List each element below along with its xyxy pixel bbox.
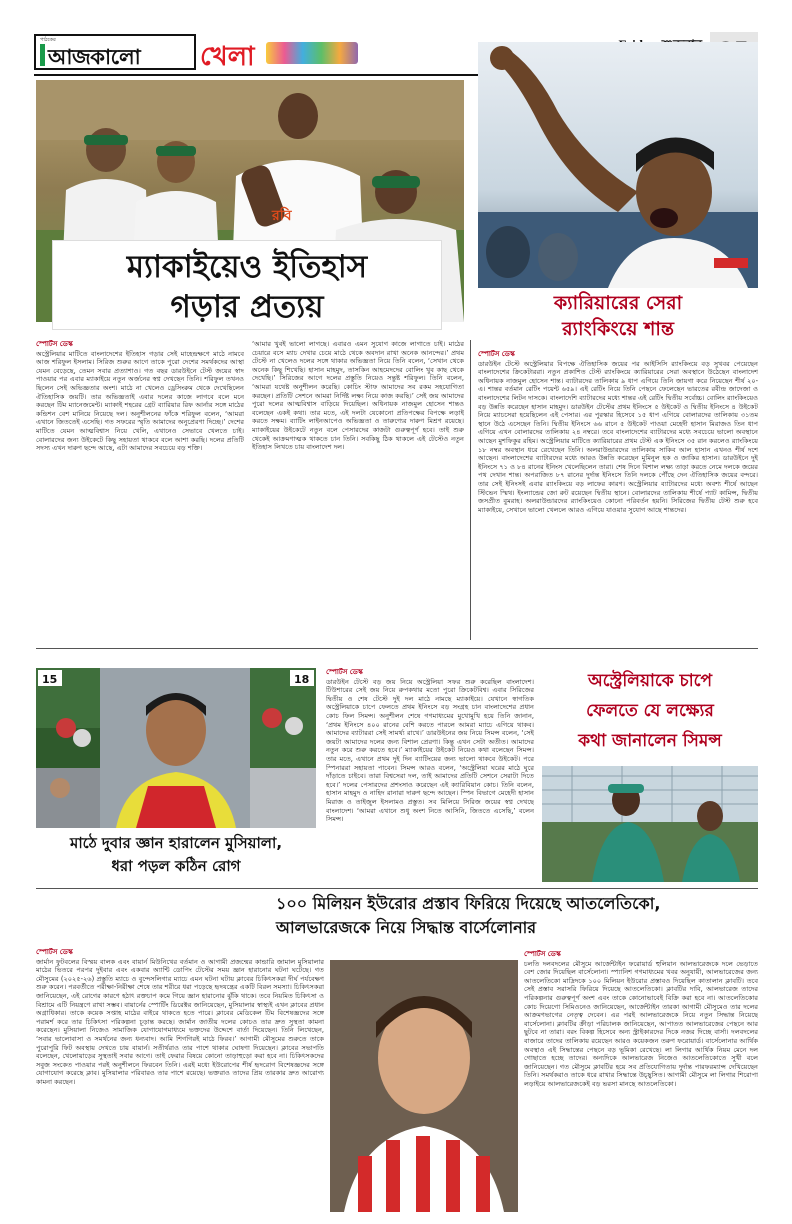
jersey-sponsor-text: রবি [272, 208, 292, 224]
story1-body-col1: অস্ট্রেলিয়ার মাটিতে বাংলাদেশের ইতিহাস গড়ার সেই মাহেন্দ্রক্ষণে মাঠে নামবে আজ শরিফুল ইসলাম। সিরিজ শুরুর আগে তাকে পুরো দেশের সমর্থকদের আস্থা যেমন বেড়েছে, তেমন সবার প্রত্যাশাও। গত বছর ডারউইনে টেস্ট জয়ের স্বাদ পাওয়ার পর এবার ম্যাকাইয়ে নতুন অর্জনের স্বপ্ন দেখছেন তিনি। শরিফুল তখনও ছিলেন সেই অভিজ্ঞতার অংশ। মাঠে না খেলেও ড্রেসিংরুম থেকে দেখেছিলেন ঐতিহাসিক জয়টি। তার অভিজ্ঞতাই এবার দলের কাজে লাগবে বলে মনে করছেন টিম ম্যানেজমেন্ট। ম্যাকাই শহরের গ্রেট ব্যারিয়ার রিফ আর্নার সঙ্গে মাঠের কন্ডিশন বেশ মানিয়ে নিয়েছে দল। অনুশীলনের ফাঁকে শরিফুল বলেন, ‘আমরা এখানে জিততেই এসেছি। গত সফরের স্মৃতি আমাদের অনুপ্রেরণা দিচ্ছে।’ দেশের মাটিতে যেমন আত্মবিশ্বাস নিয়ে খেলি, এখানেও সেভাবে খেলতে চাই। বোলারদের জন্য উইকেটে কিছু সহায়তা থাকবে বলে আশা করছি। দলের প্রতিটি সদস্য এখন দারুণ ছন্দে আছে, এটা আমাদের সবচেয়ে বড় শক্তি। [36, 349, 244, 453]
story5-body-text: চলতি দলবদলের মৌসুমে আর্জেন্টাইন ফরোয়ার্ড হুলিয়ান আলভারেজকে দলে ভেড়াতে বেশ জোর দিয়েছিল বার্সেলোনা। স্প্যানিশ গণমাধ্যমের খবর অনুযায়ী, আলভারেজের জন্য আতলেতিকো মাদ্রিদকে ১০০ মিলিয়ন ইউরোর প্রস্তাবও দিয়েছিল কাতালান ক্লাবটি। তবে সেই প্রস্তাব সরাসরি ফিরিয়ে দিয়েছে আতলেতিকো। ক্লাবটির দাবি, আলভারেজ তাদের পরিকল্পনার গুরুত্বপূর্ণ অংশ এবং তাকে কোনোভাবেই বিক্রি করা হবে না। আতলেতিকোর কোচ দিয়েগো সিমিওনেও জানিয়েছেন, আর্জেন্টাইন তারকা আগামী মৌসুমেও তার দলের আক্রমণভাগের নেতৃত্ব দেবেন। এর পরই আলভারেজকে নিয়ে নতুন সিদ্ধান্ত নিয়েছে বার্সেলোনা। ক্লাবটির ক্রীড়া পরিচালক জানিয়েছেন, আপাতত আলভারেজের পেছনে আর ছুটবে না তারা। বরং বিকল্প হিসেবে অন্য স্ট্রাইকারদের দিকে নজর দিচ্ছে বার্সা। দলবদলের বাজারে তাদের তালিকায় রয়েছেন আরও কয়েকজন তরুণ ফরোয়ার্ড। বার্সেলোনার আর্থিক অবস্থাও এই সিদ্ধান্তের পেছনে বড় ভূমিকা রেখেছে। লা লিগার আর্থিক নিয়ম মেনে দল গোছাতে হচ্ছে তাদের। অন্যদিকে আলভারেজ নিজেও আতলেতিকোতে সুখী বলে জানিয়েছেন। গত মৌসুমে ক্লাবটির হয়ে সব প্রতিযোগিতায় দুর্দান্ত পারফরম্যান্স দেখিয়েছেন তিনি। সমর্থকরাও তাকে ধরে রাখার সিদ্ধান্তে উচ্ছ্বসিত। আগামী মৌসুমে লা লিগার শিরোপা লড়াইয়ে আলভারেজকেই বড় ভরসা মানছে আতলেতিকো। [524, 959, 758, 1088]
brand-accent-bar [40, 44, 45, 66]
musiala-illustration [36, 668, 316, 828]
story5-desk-label: স্পোর্টস ডেস্ক [524, 950, 561, 958]
story2-headline-line1: ক্যারিয়ারের সেরা [553, 292, 683, 314]
story5-headline[interactable] [36, 892, 758, 944]
story1-column-1 [36, 340, 244, 640]
section-decoration-icon [266, 42, 358, 64]
story5-headline-line2: আলভারেজকে নিয়ে সিদ্ধান্ত বার্সেলোনার [276, 918, 537, 937]
story2-headline[interactable] [478, 290, 758, 344]
story4-body [326, 668, 534, 882]
story2-desk-label: স্পোর্টস ডেস্ক [478, 350, 515, 358]
brand-tagline: পাঠকের [40, 37, 56, 43]
story1-headline-line1: ম্যাকাইয়েও ইতিহাস [126, 249, 368, 285]
column-divider [470, 340, 471, 640]
section-logo [200, 34, 360, 70]
musiala-photo[interactable] [36, 668, 316, 828]
story4-headline-line2: ফেলতে যে লক্ষ্যের [586, 701, 714, 721]
story3-headline-line1: মাঠে দুবার জ্ঞান হারালেন মুসিয়ালা, [69, 834, 283, 852]
shanto-illustration [478, 42, 758, 288]
story5-headline-line1: ১০০ মিলিয়ন ইউরোর প্রস্তাব ফিরিয়ে দিয়েছে আতলেতিকো, [276, 894, 661, 913]
story1-headline[interactable] [52, 240, 442, 330]
story1-desk-label: স্পোর্টস ডেস্ক [36, 340, 73, 348]
newspaper-logo[interactable] [34, 34, 196, 70]
story5-body [524, 950, 758, 1212]
photo-tag-left: 15 [42, 673, 58, 686]
story2-headline-line2: র‌্যাংকিংয়ে শান্ত [562, 318, 674, 340]
simmons-illustration [542, 766, 758, 882]
story4-headline[interactable] [542, 666, 758, 762]
story3-body [36, 948, 324, 1210]
story4-headline-line1: অস্ট্রেলিয়াকে চাপে [587, 671, 713, 691]
story2-body-text: ডারউইন টেস্টে অস্ট্রেলিয়ার বিপক্ষে ঐতিহাসিক জয়ের পর আইসিসি র‌্যাংকিংয়ে বড় সুখবর পেয়েছেন বাংলাদেশের ক্রিকেটাররা। নতুন প্রকাশিত টেস্ট র‌্যাংকিংয়ে ক্যারিয়ারের সেরা অবস্থানে উঠেছেন বাংলাদেশ অধিনায়ক নাজমুল হোসেন শান্ত। ব্যাটারদের তালিকায় ৯ ধাপ এগিয়ে তিনি জায়গা করে নিয়েছেন শীর্ষ ২০-এ। শান্তর বর্তমান রেটিং পয়েন্ট ৬৫৯। এই রেটিং নিয়ে তিনি পেছনে ফেলেছেন ভারতের রবীন্দ্র জাদেজা ও বাংলাদেশের লিটন দাসকে। বাংলাদেশি ব্যাটারদের মধ্যে শান্তর এই রেটিং দ্বিতীয় সর্বোচ্চ। বোলিং র‌্যাংকিংয়েও বড় উন্নতি করেছেন হাসান মাহমুদ। ডারউইন টেস্টের প্রথম ইনিংসে ৫ উইকেট ও দ্বিতীয় ইনিংসে ৪ উইকেট নিয়ে ম্যাচসেরা হয়েছিলেন এই পেসার। এর পুরস্কার হিসেবে ১৫ ধাপ এগিয়ে বোলারদের তালিকায় ৩১তম স্থানে উঠে এসেছেন তিনি। দ্বিতীয় ইনিংসে ৬৬ রানে ৫ উইকেট পাওয়া মেহেদী হাসান মিরাজও তিন ধাপ এগিয়ে এখন বোলারদের তালিকায় ২৪ নম্বরে। তবে বাংলাদেশের ব্যাটারদের মধ্যে সবচেয়ে ভালো অবস্থানে আছেন মুশফিকুর রহিম। অস্ট্রেলিয়ার মাটিতে ক্যারিয়ারের প্রথম টেস্ট এক ইনিংসে ৩৫ রান করলেও র‌্যাংকিংয়ে ১৮ নম্বর অবস্থান ধরে রেখেছেন তিনি। অলরাউন্ডারদের তালিকায় সাকিব আল হাসান এখনও শীর্ষ দশে আছেন। বাংলাদেশের ব্যাটারদের মধ্যে আরও উন্নতি করেছেন মুমিনুল হক ও জাকির হাসান। ডারউইনে দুই ইনিংসে ৭১ ও ৮৪ রানের ইনিংস খেলেছিলেন তারা। শেষ দিনে বিশাল লক্ষ্য তাড়া করতে নেমে দলকে জয়ের পথ দেখান শান্ত। অপরাজিত ৮৭ রানের দুর্দান্ত ইনিংসে তিনি দলকে পৌঁছে দেন ঐতিহাসিক জয়ের বন্দরে। তার সেই ইনিংসই এবার র‌্যাংকিংয়ে বড় লাফের কারণ। অস্ট্রেলিয়ার ব্যাটারদের মধ্যে অবশ্য শীর্ষে আছেন স্টিভেন স্মিথ। ইংল্যান্ডের জো রুট রয়েছেন দ্বিতীয় স্থানে। বোলারদের তালিকায় শীর্ষে প্যাট কামিন্স, দ্বিতীয় জসপ্রীত বুমরাহ। অলরাউন্ডারদের র‌্যাংকিংয়েও কোনো পরিবর্তন হয়নি। সিরিজের দ্বিতীয় টেস্ট শুরু হবে ম্যাকাইয়ে, সেখানে ভালো খেললে আরও এগিয়ে যাওয়ার সুযোগ আছে শান্তদের। [478, 359, 758, 514]
story1-headline-line2: গড়ার প্রত্যয় [170, 289, 324, 325]
story3-desk-label: স্পোর্টস ডেস্ক [36, 948, 73, 956]
story1-body-col2: ‘আমার খুবই ভালো লাগছে। এবারও এমন সুযোগ কাজে লাগাতে চাই। মাঠের চেয়ারে বসে ম্যাচ দেখার চেয়ে মাঠে থেকে অবদান রাখা অনেক আনন্দের।’ প্রথম টেস্টে না খেলেও দলের সঙ্গে থাকার অভিজ্ঞতা নিয়ে তিনি বলেন, ‘সেখান থেকে অনেক কিছু শিখেছি। হাসান মাহমুদ, তাসকিন আহমেদদের বোলিং খুব কাছ থেকে দেখেছি।’ সিরিজের আগে দলের প্রস্তুতি নিয়েও সন্তুষ্ট শরিফুল। তিনি বলেন, ‘আমরা যথেষ্ট অনুশীলন করেছি। কোচিং স্টাফ আমাদের সব রকম সহযোগিতা করছেন। প্রতিটি সেশনে আমরা নির্দিষ্ট লক্ষ্য নিয়ে কাজ করছি।’ সেই জয় আমাদের পুরো দলের আত্মবিশ্বাস বাড়িয়ে দিয়েছিল। অধিনায়ক নাজমুল হোসেন শান্তও বলেছেন একই কথা। তার মতে, এই দলটা যেকোনো প্রতিপক্ষের বিপক্ষে লড়াই করতে সক্ষম। ব্যাটিং লাইনআপেও অভিজ্ঞতা ও তারুণ্যের দারুণ মিশ্রণ রয়েছে। ম্যাকাইয়ের উইকেটে নতুন বলে পেসারদের কাজটা গুরুত্বপূর্ণ হবে। তাই শুরু থেকেই আক্রমণাত্মক থাকতে চান তিনি। সবকিছু ঠিক থাকলে এই টেস্টেও নতুন ইতিহাস লিখতে চায় বাংলাদেশ দল। [252, 340, 464, 452]
alvarez-illustration [330, 960, 518, 1212]
alvarez-portrait-photo[interactable] [330, 960, 518, 1212]
story2-body [478, 350, 758, 642]
story3-headline[interactable] [36, 832, 316, 882]
photo-tag-right: 18 [294, 673, 310, 686]
brand-name: আজকালো [48, 45, 141, 69]
story4-body-text: ডারউইন টেস্টে বড় জয় নিয়ে অস্ট্রেলিয়া সফর শুরু করেছিল বাংলাদেশ। টিউশারের সেই জয় নিয়ে রুপকথার মতো পুরো ক্রিকেটবিশ্ব। এবার সিরিজের দ্বিতীয় ও শেষ টেস্টে দুই দল মাঠে নামছে ম্যাকাইয়ে। যেখানে স্বাগতিক অস্ট্রেলিয়াকে চাপে ফেলতে প্রথম ইনিংসে বড় সংগ্রহ চান বাংলাদেশের প্রধান কোচ ফিল সিমন্স। অনুশীলন শেষে গণমাধ্যমের মুখোমুখি হয়ে তিনি জানান, ‘প্রথম ইনিংসে ৪০০ রানের বেশি করতে পারলে আমরা ম্যাচে এগিয়ে থাকব। আমাদের ব্যাটাররা সেই সামর্থ্য রাখে।’ ডারউইনের জয় নিয়ে সিমন্স বলেন, ‘সেই জয়টা আমাদের দলের জন্য বিশাল প্রেরণা। কিন্তু এখন সেটা অতীত। আমাদের নতুন করে শুরু করতে হবে।’ ম্যাকাইয়ের উইকেট নিয়েও কথা বলেছেন সিমন্স। তার মতে, এখানে প্রথম দুই দিন ব্যাটিংয়ের জন্য ভালো থাকবে উইকেট। পরে স্পিনাররা সহায়তা পাবেন। সিমন্স আরও বলেন, ‘অস্ট্রেলিয়া ঘরের মাঠে ঘুরে দাঁড়াতে চাইবে। তারা বিশ্বসেরা দল, তাই আমাদের প্রতিটি সেশনে সেরাটা দিতে হবে।’ দলের পেসারদের প্রশংসাও করেছেন এই ক্যারিবিয়ান কোচ। তিনি বলেন, হাসান মাহমুদ ও নাহিদ রানারা দারুণ ছন্দে আছেন। স্পিন বিভাগে মেহেদী হাসান মিরাজ ও তাইজুল ইসলামও প্রস্তুত। সব মিলিয়ে সিরিজ জয়ের স্বপ্ন দেখছে বাংলাদেশ। ‘আমরা এখানে শুধু অংশ নিতে আসিনি, জিততে এসেছি,’ বলেন সিমন্স। [326, 677, 534, 824]
story1-column-2 [252, 340, 464, 640]
shanto-celebration-photo[interactable] [478, 42, 758, 288]
story4-headline-line3: কথা জানালেন সিমন্স [578, 731, 722, 751]
story3-body-text: জার্মান ফুটবলের বিস্ময় বালক এবং বায়ার্ন মিউনিখের বর্তমান ও আগামী প্রজন্মের কান্ডারি জামাল মুসিয়ালার মাঠের ভিতরে পরপর দুইবার এবং একবার অ্যান্টি ডোপিং টেস্টের সময় জ্ঞান হারানোর ঘটনা ঘটেছে। গত মৌসুমের (২০২৫-২৬) প্রস্তুতি ম্যাচে ও বুন্দেসলিগার ম্যাচে এমন ঘটনা ঘটায় ক্লাবের চিকিৎসকরা দীর্ঘ পর্যবেক্ষণ শুরু করেন। পরবর্তীতে পরীক্ষা-নিরীক্ষা শেষে তার শরীরে ধরা পড়েছে হৃদযন্ত্রের একটি বিরল সমস্যা। চিকিৎসকরা জানিয়েছেন, এই রোগের কারণে হঠাৎ রক্তচাপ কমে গিয়ে জ্ঞান হারানোর ঝুঁকি থাকে। তবে নিয়মিত চিকিৎসা ও বিশ্রামে এটি নিয়ন্ত্রণে রাখা সম্ভব। বায়ার্নের স্পোর্টিং ডিরেক্টর জানিয়েছেন, মুসিয়ালার স্বাস্থ্যই এখন ক্লাবের প্রধান অগ্রাধিকার। তাকে কয়েক সপ্তাহ মাঠের বাইরে থাকতে হতে পারে। ক্লাবের মেডিকেল টিম বিশেষজ্ঞদের সঙ্গে পরামর্শ করে তার চিকিৎসা পরিকল্পনা চূড়ান্ত করছে। জার্মান জাতীয় দলের কোচও তার দ্রুত সুস্থতা কামনা করেছেন। মুসিয়ালা নিজেও সামাজিক যোগাযোগমাধ্যমে ভক্তদের উদ্দেশে বার্তা দিয়েছেন। তিনি লিখেছেন, ‘সবার ভালোবাসা ও সমর্থনের জন্য ধন্যবাদ। আমি শিগগিরই মাঠে ফিরব।’ আগামী মৌসুমের শুরুতে তাকে পুরোপুরি ফিট অবস্থায় দেখতে চায় বায়ার্ন। সতীর্থরাও তার পাশে থাকার ঘোষণা দিয়েছেন। ক্লাবের সভাপতি বলেছেন, খেলোয়াড়ের সুস্থতাই সবার আগে। তাই ফেরার বিষয়ে কোনো তাড়াহুড়ো করা হবে না। চিকিৎসকদের সবুজ সংকেত পাওয়ার পরই অনুশীলনে ফিরবেন তিনি। এরই মধ্যে ইউরোপের শীর্ষ হৃদরোগ বিশেষজ্ঞদের সঙ্গে যোগাযোগ করেছে ক্লাব। মুসিয়ালার পরিবারও তার পাশে রয়েছে। ভক্তরাও তাদের প্রিয় তারকার দ্রুত আরোগ্য কামনা করছেন। [36, 957, 324, 1086]
section-divider [36, 888, 758, 889]
section-name: খেলা [200, 42, 255, 72]
story3-headline-line2: ধরা পড়ল কঠিন রোগ [111, 857, 241, 875]
simmons-training-photo[interactable] [542, 766, 758, 882]
story4-desk-label: স্পোর্টস ডেস্ক [326, 668, 363, 676]
section-divider [36, 648, 758, 649]
